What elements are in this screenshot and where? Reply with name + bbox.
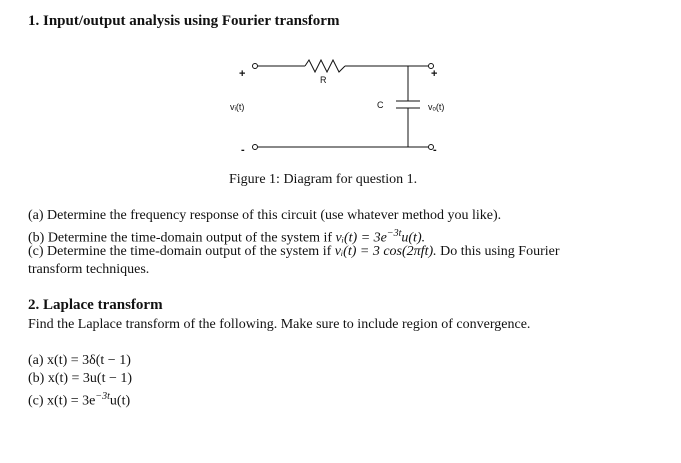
question-1c-after: Do this using Fourier [436,244,560,259]
capacitor-label: C [377,100,384,110]
question-1b-text: (b) Determine the time-domain output of the system if [28,230,336,246]
input-plus-label: + [239,68,246,80]
input-minus-label: - [241,144,245,156]
input-voltage-label: vᵢ(t) [230,102,245,112]
output-plus-label: + [431,68,438,80]
question-1c-line2: transform techniques. [28,262,150,277]
question-1b-math: vᵢ(t) = 3e [335,230,387,246]
question-1a: (a) Determine the frequency response of this circuit (use whatever method you like). [28,208,502,223]
question-1b-tail: u(t). [401,230,426,246]
output-voltage-label: vₒ(t) [428,102,445,112]
question-1c-math: vᵢ(t) = 3 cos(2πft). [334,244,437,259]
input-terminal-bottom [253,145,258,150]
figure-caption: Figure 1: Diagram for question 1. [229,172,418,187]
question-1c [28,243,560,261]
resistor-symbol [305,60,345,72]
laplace-item-c-exponent: −3t [95,391,110,402]
laplace-item-c-post: u(t) [109,393,131,409]
input-terminal-top [253,64,258,69]
laplace-item-b: (b) x(t) = 3u(t − 1) [28,371,133,386]
circuit-diagram [0,0,681,200]
laplace-item-a: (a) x(t) = 3δ(t − 1) [28,353,131,368]
question-1b-exponent: −3t [386,228,402,239]
section-1-heading: 1. Input/output analysis using Fourier transform [28,13,340,29]
section-2-heading: 2. Laplace transform [28,297,163,313]
laplace-item-c [28,388,130,411]
resistor-label: R [320,75,327,85]
question-1c-text: (c) Determine the time-domain output of the system if [28,244,335,259]
output-minus-label: - [433,144,437,156]
laplace-item-c-pre: (c) x(t) = 3e [28,393,96,409]
section-2-intro: Find the Laplace transform of the following. Make sure to include region of convergence. [28,317,531,332]
